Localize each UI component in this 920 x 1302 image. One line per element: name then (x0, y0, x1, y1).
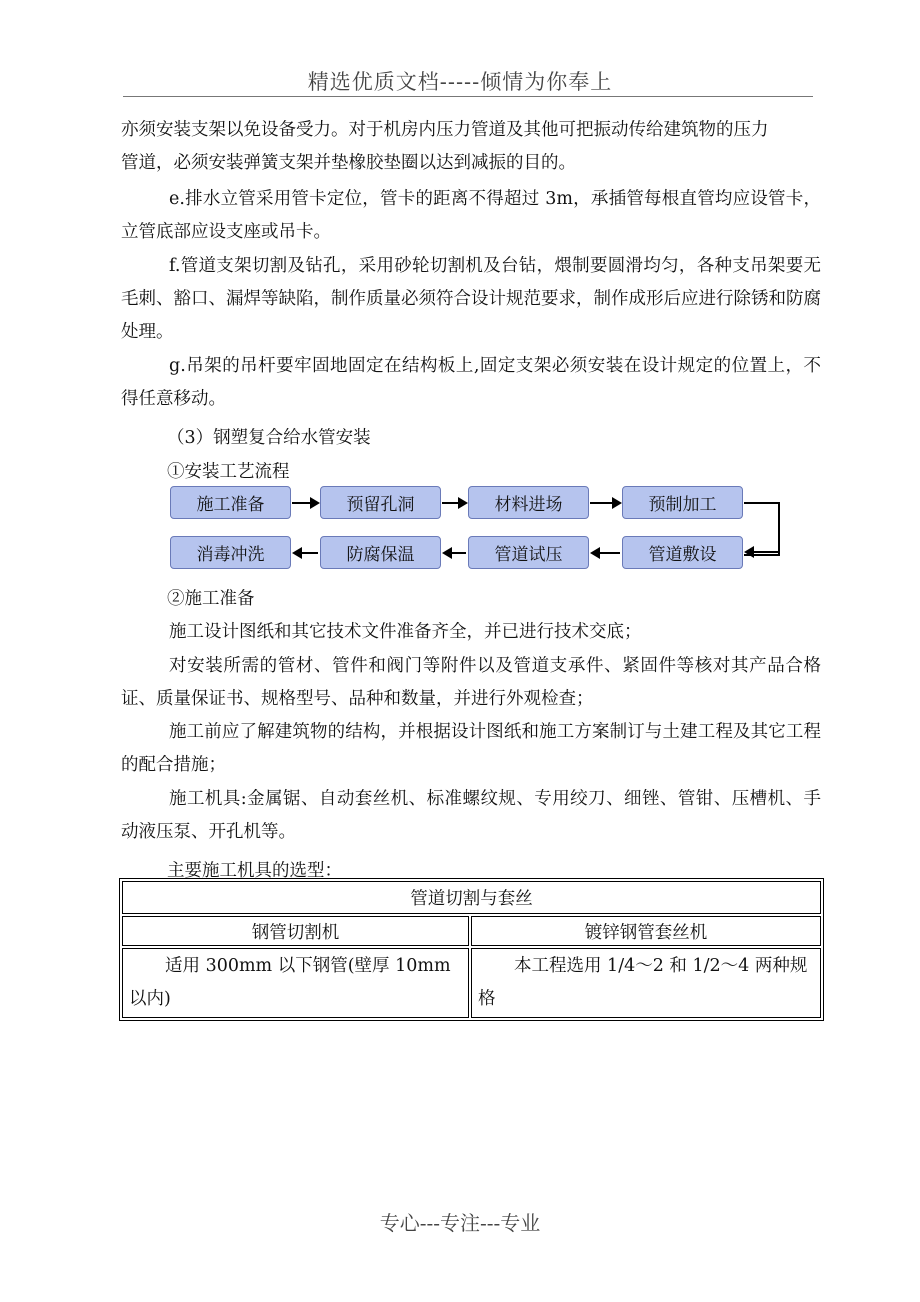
flow-arrow-right (442, 502, 466, 504)
tools-table (119, 878, 824, 1021)
section-heading: （3）钢塑复合给水管安装 (167, 428, 371, 448)
paragraph-line: 管道，必须安装弹簧支架并垫橡胶垫圈以达到减振的目的。 (121, 153, 576, 173)
flow-step: 防腐保温 (320, 536, 441, 569)
flow-arrow-right (292, 502, 318, 504)
flow-step: 预制加工 (622, 486, 743, 519)
flow-step: 管道敷设 (622, 536, 743, 569)
flow-step: 消毒冲洗 (170, 536, 291, 569)
prep-paragraph: 施工前应了解建筑物的结构，并根据设计图纸和施工方案制订与土建工程及其它工程的配合措施； (121, 722, 821, 775)
table-header-cell: 镀锌钢管套丝机 (471, 916, 821, 946)
table-cell: 本工程选用 1/4～2 和 1/2～4 两种规格 (471, 948, 821, 1018)
flow-arrow-left (746, 551, 778, 553)
flow-arrow-left (444, 552, 466, 554)
paragraph-g: g.吊架的吊杆要牢固地固定在结构板上,固定支架必须安装在设计规定的位置上，不得任意移动。 (121, 356, 821, 409)
prep-paragraph: 对安装所需的管材、管件和阀门等附件以及管道支承件、紧固件等核对其产品合格证、质量保证书、规格型号、品种和数量，并进行外观检查； (121, 656, 821, 709)
prep-heading: ②施工准备 (167, 589, 255, 609)
tools-heading: 主要施工机具的选型： (167, 861, 342, 881)
prep-paragraph: 施工机具:金属锯、自动套丝机、标准螺纹规、专用绞刀、细锉、管钳、压槽机、手动液压泵、开孔机等。 (121, 789, 821, 842)
flow-step: 预留孔洞 (320, 486, 441, 519)
flow-step: 材料进场 (468, 486, 589, 519)
paragraph-e: e.排水立管采用管卡定位，管卡的距离不得超过 3m，承插管每根直管均应设管卡，立管底部应设支座或吊卡。 (121, 189, 821, 242)
flow-arrow-left (592, 552, 620, 554)
flow-heading: ①安装工艺流程 (167, 462, 290, 482)
flow-arrow-right (590, 502, 620, 504)
page-footer: 专心---专注---专业 (379, 1211, 541, 1235)
page-header: 精选优质文档-----倾情为你奉上 (307, 70, 613, 94)
paragraph-f: f.管道支架切割及钻孔，采用砂轮切割机及台钻，煨制要圆滑均匀，各种支吊架要无毛刺、豁口、漏焊等缺陷，制作质量必须符合设计规范要求，制作成形后应进行除锈和防腐处理。 (121, 256, 821, 342)
table-caption: 管道切割与套丝 (122, 881, 821, 914)
header-divider (123, 96, 813, 97)
flow-step: 施工准备 (170, 486, 291, 519)
prep-paragraph: 施工设计图纸和其它技术文件准备齐全，并已进行技术交底； (169, 622, 642, 642)
flow-arrow-left (294, 552, 318, 554)
paragraph-line: 亦须安装支架以免设备受力。对于机房内压力管道及其他可把振动传给建筑物的压力 (121, 120, 769, 140)
table-cell: 适用 300mm 以下钢管(壁厚 10mm 以内) (122, 948, 469, 1018)
flow-step: 管道试压 (468, 536, 589, 569)
table-header-cell: 钢管切割机 (122, 916, 469, 946)
